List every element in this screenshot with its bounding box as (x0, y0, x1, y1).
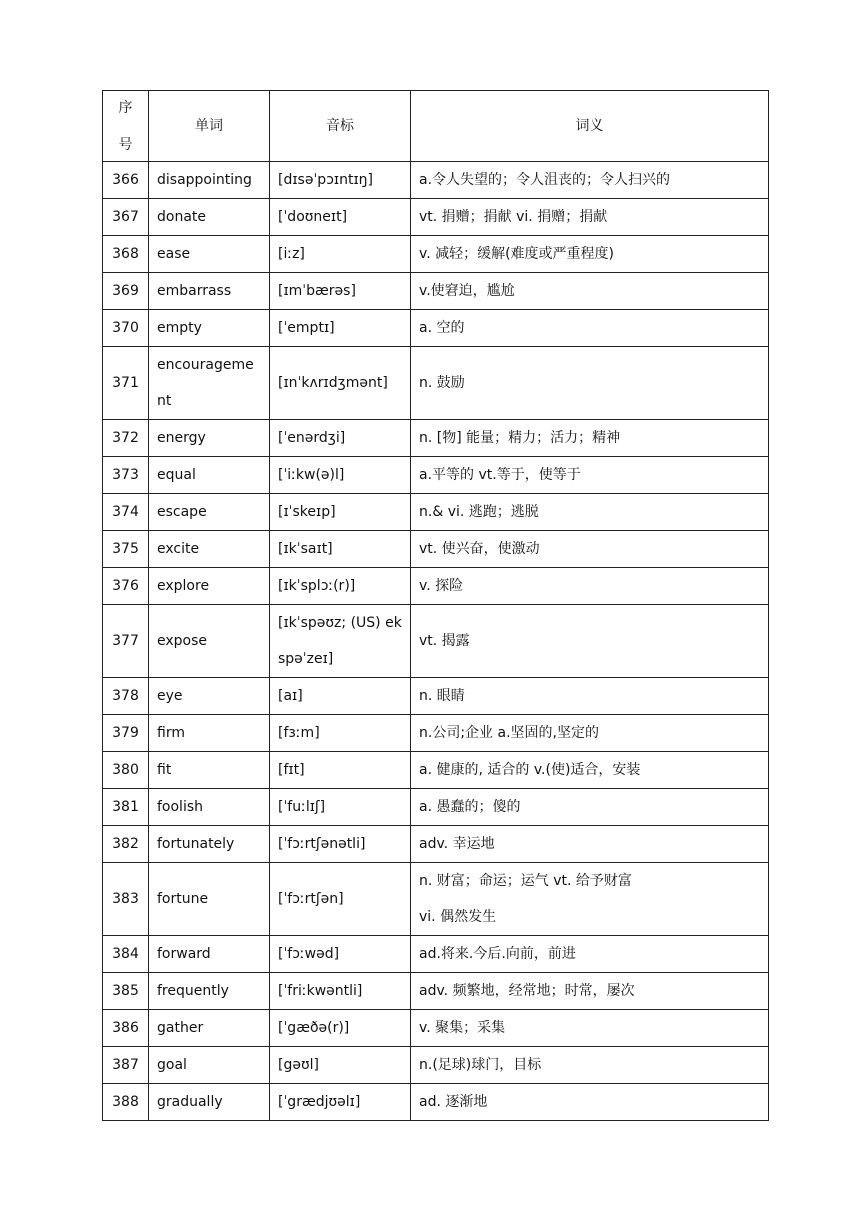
header-row (103, 91, 769, 162)
row-word: forward (149, 936, 270, 973)
header-meaning: 词义 (411, 91, 769, 162)
table-row (103, 789, 769, 826)
row-word: expose (149, 605, 270, 678)
table-row (103, 199, 769, 236)
table-row (103, 752, 769, 789)
row-phonetic: [ɪmˈbærəs] (270, 273, 411, 310)
row-meaning: vt. 捐赠；捐献 vi. 捐赠；捐献 (411, 199, 769, 236)
table-row (103, 531, 769, 568)
row-word: firm (149, 715, 270, 752)
table-row (103, 1084, 769, 1121)
row-meaning: a. 空的 (411, 310, 769, 347)
row-word: foolish (149, 789, 270, 826)
row-number: 370 (103, 310, 149, 347)
row-number: 369 (103, 273, 149, 310)
table-row (103, 310, 769, 347)
row-number: 384 (103, 936, 149, 973)
row-word: eye (149, 678, 270, 715)
row-phonetic: [ˈfɔːrtʃənətli] (270, 826, 411, 863)
table-row (103, 936, 769, 973)
row-number: 386 (103, 1010, 149, 1047)
table-row (103, 826, 769, 863)
table-row (103, 420, 769, 457)
row-number: 366 (103, 162, 149, 199)
row-meaning: n.& vi. 逃跑；逃脱 (411, 494, 769, 531)
row-meaning: n.公司;企业 a.坚固的,坚定的 (411, 715, 769, 752)
row-number: 367 (103, 199, 149, 236)
row-number: 368 (103, 236, 149, 273)
row-meaning: vt. 使兴奋，使激动 (411, 531, 769, 568)
table-row (103, 605, 769, 678)
vocabulary-table (102, 90, 769, 1121)
row-word: escape (149, 494, 270, 531)
row-word: fit (149, 752, 270, 789)
row-number: 371 (103, 347, 149, 420)
row-number: 379 (103, 715, 149, 752)
row-word: gather (149, 1010, 270, 1047)
row-meaning: ad. 逐渐地 (411, 1084, 769, 1121)
row-phonetic: [ɪnˈkʌrɪdʒmənt] (270, 347, 411, 420)
row-meaning: v.使窘迫，尴尬 (411, 273, 769, 310)
row-phonetic: [fɪt] (270, 752, 411, 789)
table-row (103, 568, 769, 605)
row-number: 376 (103, 568, 149, 605)
row-word: goal (149, 1047, 270, 1084)
row-meaning: v. 聚集；采集 (411, 1010, 769, 1047)
row-number: 378 (103, 678, 149, 715)
row-number: 381 (103, 789, 149, 826)
row-word: encouragement (149, 347, 270, 420)
row-phonetic: [aɪ] (270, 678, 411, 715)
row-word: gradually (149, 1084, 270, 1121)
row-phonetic: [ɪˈskeɪp] (270, 494, 411, 531)
row-phonetic: [ɪkˈsplɔː(r)] (270, 568, 411, 605)
table-row (103, 863, 769, 936)
header-number-line1: 序 (118, 99, 133, 116)
row-word: donate (149, 199, 270, 236)
row-phonetic: [ɪkˈsaɪt] (270, 531, 411, 568)
table-row (103, 236, 769, 273)
row-phonetic: [iːz] (270, 236, 411, 273)
header-phonetic: 音标 (270, 91, 411, 162)
row-phonetic: [ˈgæðə(r)] (270, 1010, 411, 1047)
row-phonetic: [ˈgrædjʊəlɪ] (270, 1084, 411, 1121)
row-word: ease (149, 236, 270, 273)
row-meaning: v. 减轻；缓解(难度或严重程度) (411, 236, 769, 273)
row-number: 382 (103, 826, 149, 863)
row-phonetic: [ˈenərdʒi] (270, 420, 411, 457)
row-number: 375 (103, 531, 149, 568)
row-meaning: adv. 频繁地，经常地；时常，屡次 (411, 973, 769, 1010)
row-phonetic: [gəʊl] (270, 1047, 411, 1084)
row-word: fortune (149, 863, 270, 936)
row-number: 377 (103, 605, 149, 678)
header-number-line2: 号 (118, 136, 133, 153)
row-number: 380 (103, 752, 149, 789)
row-meaning: n. 财富；命运；运气 vt. 给予财富 vi. 偶然发生 (411, 863, 769, 936)
row-word: embarrass (149, 273, 270, 310)
row-word: fortunately (149, 826, 270, 863)
header-word: 单词 (149, 91, 270, 162)
row-meaning: vt. 揭露 (411, 605, 769, 678)
table-row (103, 715, 769, 752)
row-phonetic: [dɪsəˈpɔɪntɪŋ] (270, 162, 411, 199)
row-number: 374 (103, 494, 149, 531)
table-row (103, 347, 769, 420)
row-phonetic: [fɜːm] (270, 715, 411, 752)
row-phonetic: [ˈfɔːrtʃən] (270, 863, 411, 936)
row-phonetic: [ˈemptɪ] (270, 310, 411, 347)
row-meaning: adv. 幸运地 (411, 826, 769, 863)
row-word: energy (149, 420, 270, 457)
row-number: 373 (103, 457, 149, 494)
vocabulary-body (103, 162, 769, 1121)
row-phonetic: [ˈfɔːwəd] (270, 936, 411, 973)
row-meaning: a.平等的 vt.等于，使等于 (411, 457, 769, 494)
row-meaning: n.(足球)球门，目标 (411, 1047, 769, 1084)
table-row (103, 973, 769, 1010)
row-number: 385 (103, 973, 149, 1010)
table-row (103, 273, 769, 310)
row-meaning: n. 鼓励 (411, 347, 769, 420)
row-meaning: n. [物] 能量；精力；活力；精神 (411, 420, 769, 457)
row-word: equal (149, 457, 270, 494)
row-meaning: a.令人失望的；令人沮丧的；令人扫兴的 (411, 162, 769, 199)
row-word: disappointing (149, 162, 270, 199)
row-phonetic: [ɪkˈspəʊz; (US) ekspəˈzeɪ] (270, 605, 411, 678)
row-meaning: n. 眼睛 (411, 678, 769, 715)
row-phonetic: [ˈfuːlɪʃ] (270, 789, 411, 826)
header-number (103, 91, 149, 162)
table-row (103, 1010, 769, 1047)
row-word: excite (149, 531, 270, 568)
row-word: empty (149, 310, 270, 347)
row-number: 388 (103, 1084, 149, 1121)
table-row (103, 457, 769, 494)
row-number: 372 (103, 420, 149, 457)
row-number: 383 (103, 863, 149, 936)
row-meaning: ad.将来.今后.向前，前进 (411, 936, 769, 973)
vocabulary-page (102, 90, 768, 1121)
row-phonetic: [ˈdoʊneɪt] (270, 199, 411, 236)
row-meaning: a. 健康的, 适合的 v.(使)适合，安装 (411, 752, 769, 789)
row-phonetic: [ˈfriːkwəntli] (270, 973, 411, 1010)
row-meaning: v. 探险 (411, 568, 769, 605)
row-phonetic: [ˈiːkw(ə)l] (270, 457, 411, 494)
row-word: frequently (149, 973, 270, 1010)
row-meaning: a. 愚蠢的；傻的 (411, 789, 769, 826)
table-row (103, 1047, 769, 1084)
table-row (103, 678, 769, 715)
table-row (103, 494, 769, 531)
row-word: explore (149, 568, 270, 605)
table-row (103, 162, 769, 199)
row-number: 387 (103, 1047, 149, 1084)
